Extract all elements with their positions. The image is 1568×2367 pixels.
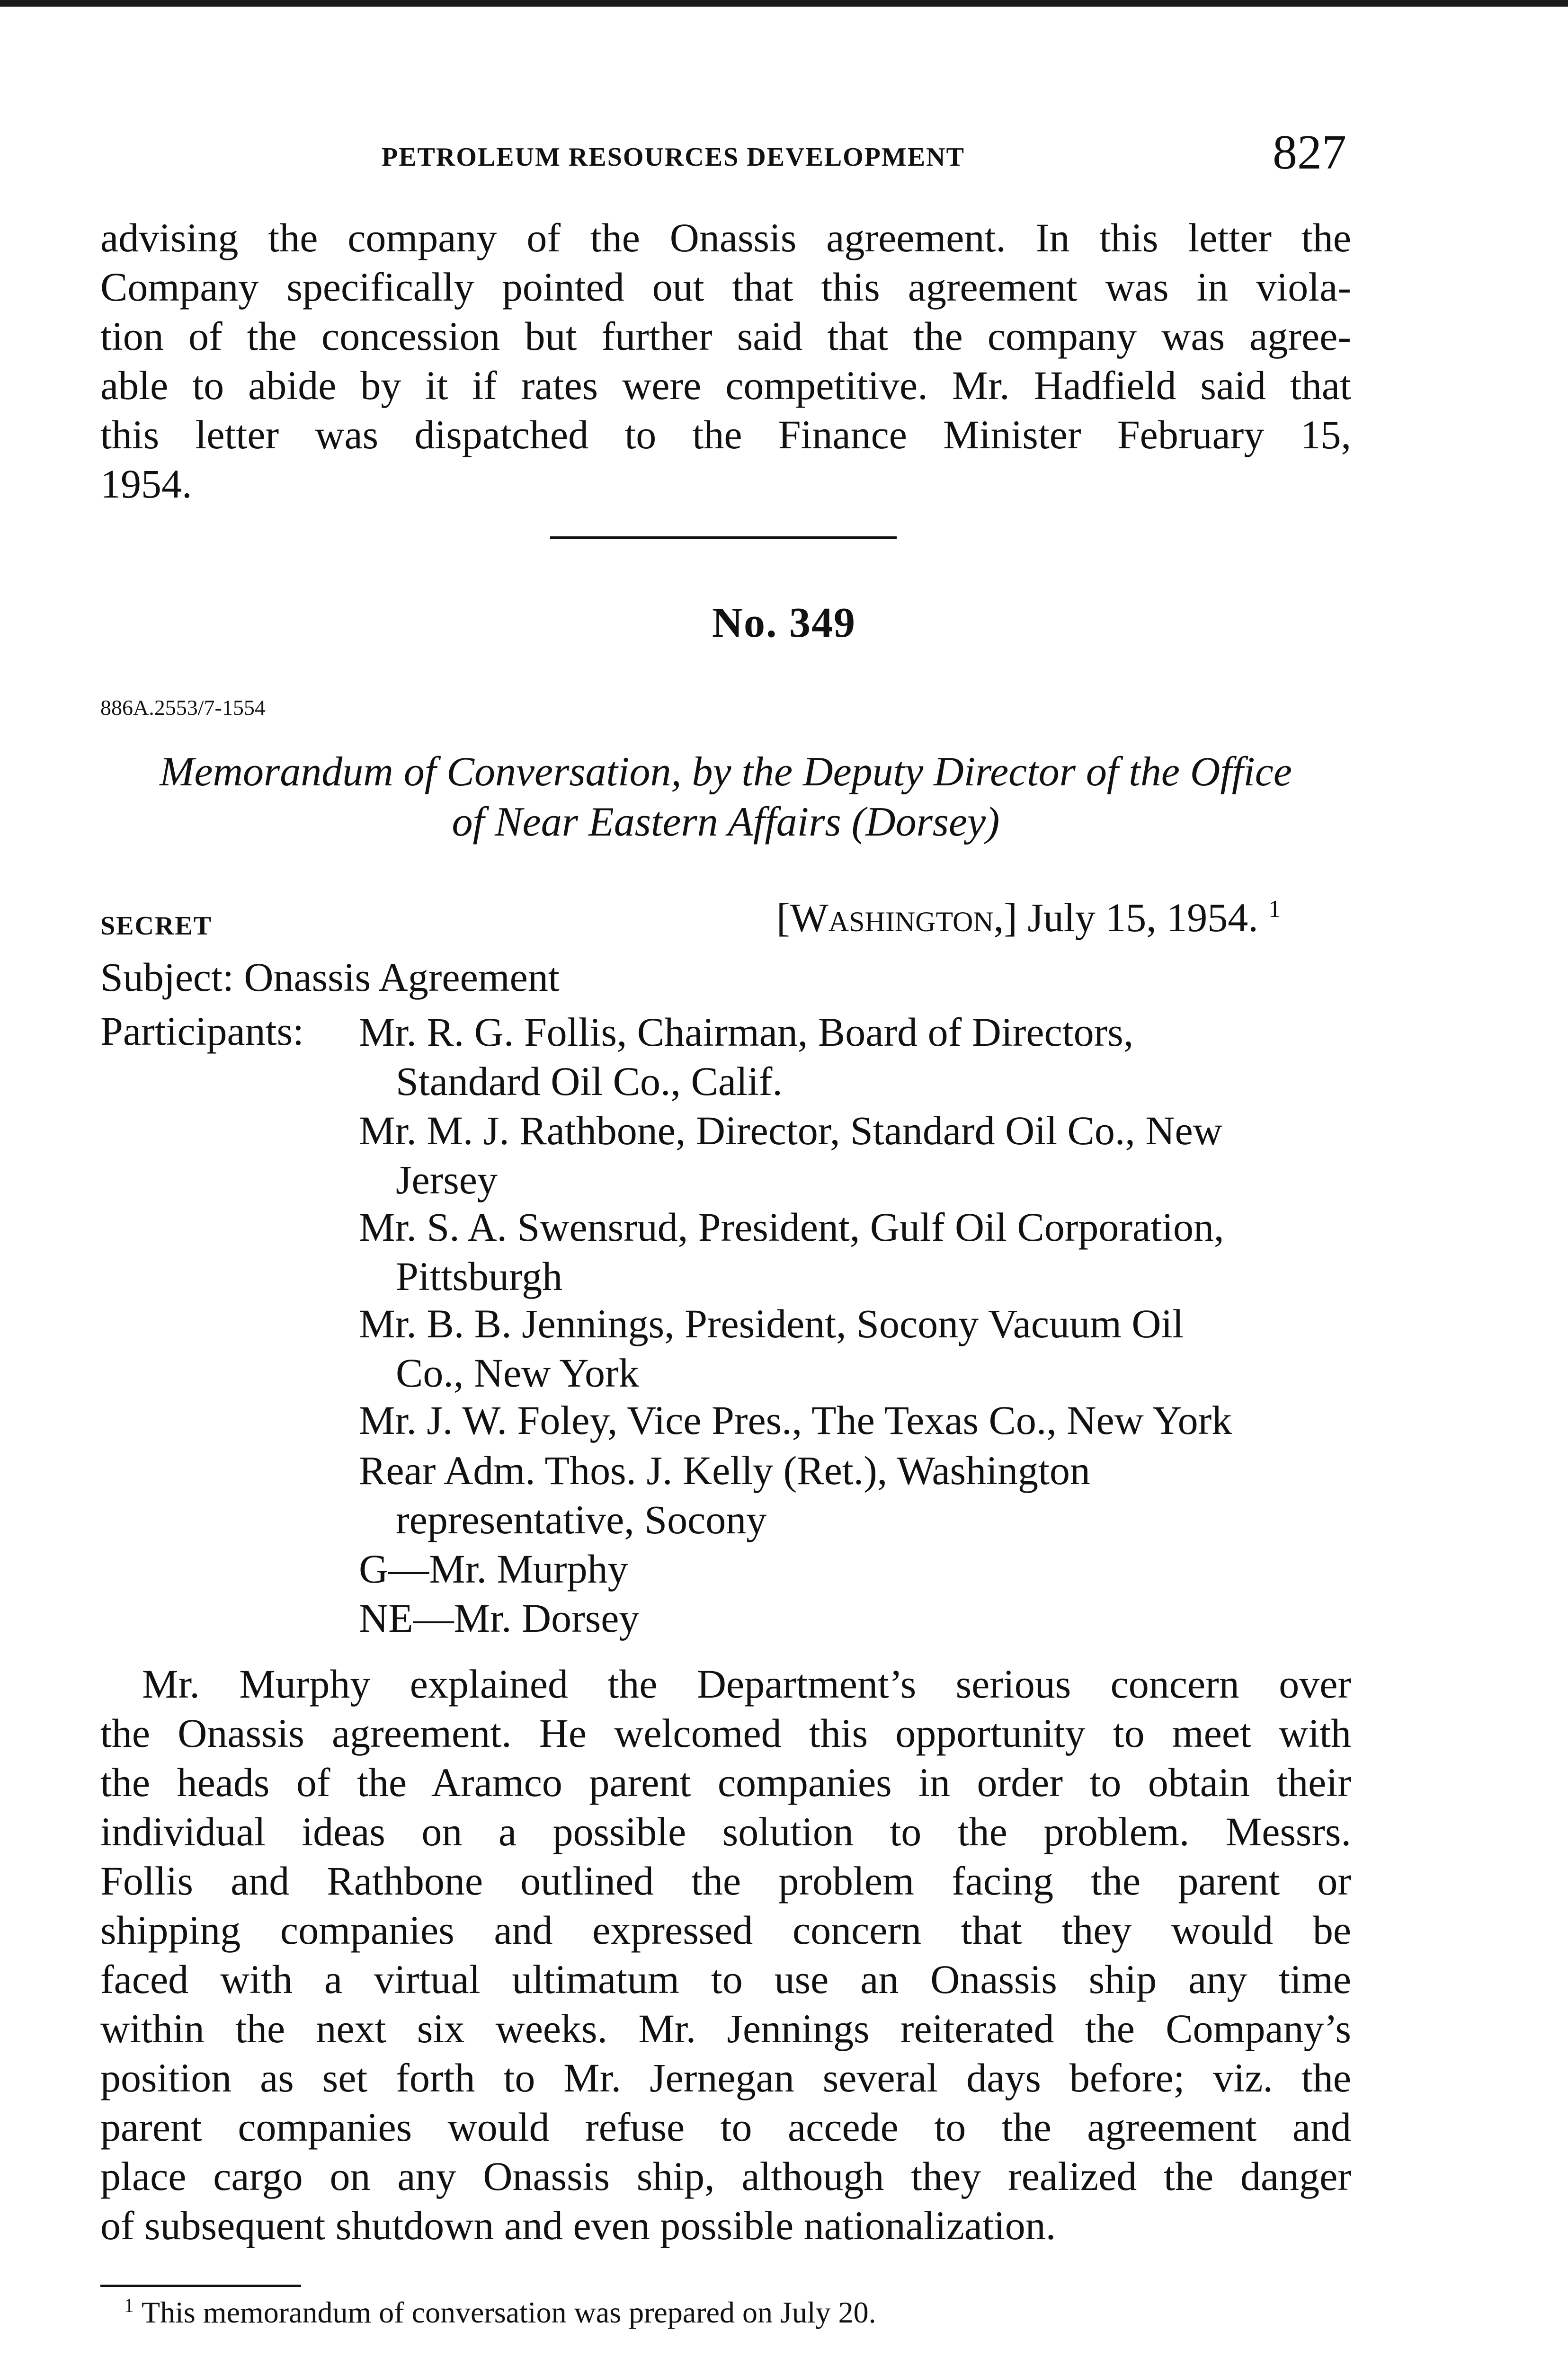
paragraph-line: Company specifically pointed out that this agreement was in viola- [100, 264, 1351, 310]
footnote [124, 2295, 876, 2330]
participant-line: Mr. B. B. Jennings, President, Socony Vacuum Oil [359, 1301, 1184, 1346]
footnote-rule [100, 2285, 301, 2287]
participant-line: Mr. M. J. Rathbone, Director, Standard Oil Co., New [359, 1108, 1222, 1153]
dateline [776, 894, 1281, 941]
paragraph-line: place cargo on any Onassis ship, although they realized the danger [100, 2153, 1351, 2199]
footnote-reference: 1 [1268, 896, 1281, 923]
footnote-text: This memorandum of conversation was prepared on July 20. [142, 2296, 876, 2329]
participant-entry [359, 1202, 1224, 1301]
running-head: PETROLEUM RESOURCES DEVELOPMENT [382, 142, 965, 172]
participant-entry [359, 1446, 1090, 1544]
paragraph-line: advising the company of the Onassis agreement. In this letter the [100, 215, 1351, 260]
page-number: 827 [1273, 125, 1346, 179]
participant-line: Standard Oil Co., Calif. [396, 1059, 783, 1104]
participant-line: Co., New York [396, 1350, 639, 1396]
paragraph-line: the heads of the Aramco parent companies in order to obtain their [100, 1760, 1351, 1805]
participant-entry [359, 1299, 1184, 1397]
participant-entry [359, 1106, 1222, 1204]
participant-line: representative, Socony [396, 1497, 767, 1542]
participant-line: Mr. J. W. Foley, Vice Pres., The Texas Co., New York [359, 1397, 1232, 1443]
dateline-place: Washington [790, 895, 994, 940]
body-paragraph [100, 1659, 1351, 2250]
paragraph-line: position as set forth to Mr. Jernegan several days before; viz. the [100, 2055, 1351, 2100]
paragraph-line: within the next six weeks. Mr. Jennings reiterated the Company’s [100, 2006, 1351, 2051]
document-title [100, 747, 1351, 847]
paragraph-line: individual ideas on a possible solution to the problem. Messrs. [100, 1809, 1351, 1854]
paragraph-line: this letter was dispatched to the Finance Minister February 15, [100, 412, 1351, 457]
title-line: of Near Eastern Affairs (Dorsey) [452, 799, 1000, 845]
participant-entry [359, 1544, 628, 1593]
participant-line: G—Mr. Murphy [359, 1546, 628, 1592]
document-number: No. 349 [712, 599, 856, 646]
continued-paragraph [100, 213, 1351, 508]
participants-label: Participants: [100, 1008, 304, 1054]
top-border-rule [0, 0, 1568, 7]
file-number: 886A.2553/7-1554 [100, 695, 266, 720]
dateline-date: ,] July 15, 1954. [993, 895, 1258, 940]
classification-label: SECRET [100, 911, 213, 941]
participant-line: Mr. S. A. Swensrud, President, Gulf Oil Corporation, [359, 1204, 1224, 1250]
paragraph-line: parent companies would refuse to accede to the agreement and [100, 2104, 1351, 2150]
paragraph-line: tion of the concession but further said that the company was agree- [100, 313, 1351, 359]
paragraph-line: Follis and Rathbone outlined the problem facing the parent or [100, 1858, 1351, 1904]
paragraph-line: 1954. [100, 461, 192, 507]
participant-entry [359, 1593, 639, 1643]
paragraph-line: shipping companies and expressed concern that they would be [100, 1907, 1351, 1953]
participant-line: NE—Mr. Dorsey [359, 1595, 640, 1641]
paragraph-line: of subsequent shutdown and even possible nationalization. [100, 2203, 1056, 2248]
section-divider [550, 536, 897, 539]
participant-entry [359, 1007, 1133, 1106]
participant-line: Pittsburgh [396, 1254, 563, 1299]
title-line: Memorandum of Conversation, by the Deputy Director of the Office [160, 749, 1292, 795]
paragraph-line: able to abide by it if rates were competitive. Mr. Hadfield said that [100, 363, 1351, 408]
paragraph-line: Mr. Murphy explained the Department’s serious concern over [142, 1661, 1351, 1707]
paragraph-line: faced with a virtual ultimatum to use an Onassis ship any time [100, 1957, 1351, 2002]
participant-entry [359, 1396, 1232, 1445]
paragraph-line: the Onassis agreement. He welcomed this opportunity to meet with [100, 1710, 1351, 1756]
dateline-bracket: [ [776, 895, 790, 940]
footnote-marker: 1 [124, 2295, 134, 2317]
subject-line: Subject: Onassis Agreement [100, 954, 560, 1000]
participant-line: Jersey [396, 1157, 498, 1202]
participant-line: Mr. R. G. Follis, Chairman, Board of Directors, [359, 1009, 1134, 1055]
participant-line: Rear Adm. Thos. J. Kelly (Ret.), Washington [359, 1448, 1090, 1493]
